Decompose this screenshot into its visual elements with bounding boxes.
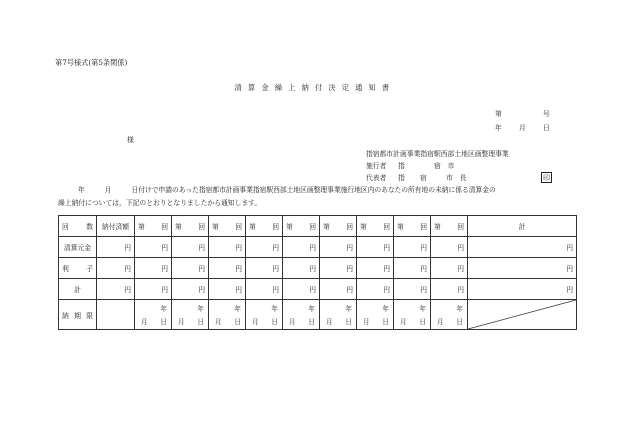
amount-cell[interactable]: 円 bbox=[283, 237, 320, 258]
split-label bbox=[59, 310, 96, 320]
due-year: 年 bbox=[382, 305, 389, 313]
due-month: 月 bbox=[363, 318, 370, 326]
body-text: 日付けで申請のあった指宿都市計画事業指宿駅西部土地区画整理事業施行地区内のあなたの所有地の未納に係る清算金の bbox=[131, 186, 496, 194]
amount-cell[interactable]: 円 bbox=[357, 279, 394, 300]
body-month: 月 bbox=[104, 186, 112, 194]
amount-cell[interactable]: 円 bbox=[320, 258, 357, 279]
label-part: 回 bbox=[420, 223, 427, 231]
document-title: 清算金繰上納付決定通知書 bbox=[234, 83, 396, 92]
body-year: 年 bbox=[78, 186, 85, 194]
date-month: 月 bbox=[519, 124, 526, 132]
seal-box: 印 bbox=[543, 174, 550, 182]
amount-cell[interactable]: 円 bbox=[172, 237, 209, 258]
label-part: 納 bbox=[62, 311, 69, 320]
header-total-cell: 計 bbox=[468, 216, 577, 237]
notice-body-line-1 bbox=[58, 186, 578, 195]
due-year: 年 bbox=[197, 305, 204, 313]
split-label bbox=[431, 221, 467, 231]
amount-cell[interactable]: 円 bbox=[135, 237, 172, 258]
label-part: 第 bbox=[360, 223, 367, 231]
amount-cell[interactable]: 円 bbox=[246, 237, 283, 258]
amount-cell[interactable]: 円 bbox=[468, 258, 577, 279]
label-part: 回 bbox=[383, 223, 390, 231]
due-day: 日 bbox=[271, 318, 278, 326]
due-year: 年 bbox=[419, 305, 426, 313]
amount-cell[interactable]: 円 bbox=[135, 258, 172, 279]
representative-name-part: 指 bbox=[398, 174, 405, 182]
label-part: 数 bbox=[86, 223, 93, 231]
amount-cell[interactable]: 円 bbox=[246, 258, 283, 279]
due-year: 年 bbox=[271, 305, 278, 313]
split-label bbox=[283, 221, 319, 231]
due-year: 年 bbox=[308, 305, 315, 313]
header-installment-cell bbox=[246, 216, 283, 237]
amount-cell[interactable]: 円 bbox=[431, 237, 468, 258]
due-year: 年 bbox=[160, 305, 167, 313]
label-part: 第 bbox=[434, 223, 441, 231]
due-total-cell bbox=[468, 300, 577, 330]
label-part: 第 bbox=[397, 223, 404, 231]
operator-name-part: 指 bbox=[398, 162, 405, 170]
date-day: 日 bbox=[543, 124, 550, 132]
label-part: 第 bbox=[138, 223, 145, 231]
project-name: 指宿都市計画事業指宿駅西部土地区画整理事業 bbox=[366, 150, 509, 158]
due-year: 年 bbox=[456, 305, 463, 313]
label-part: 回 bbox=[309, 223, 316, 231]
label-part: 回 bbox=[161, 223, 168, 231]
header-installment-cell bbox=[320, 216, 357, 237]
header-installment-cell bbox=[357, 216, 394, 237]
due-date-cell[interactable] bbox=[209, 300, 246, 330]
table-row bbox=[59, 279, 577, 300]
representative-name-part: 宿 bbox=[420, 174, 427, 182]
label-part: 第 bbox=[175, 223, 182, 231]
header-installment-cell bbox=[431, 216, 468, 237]
due-month: 月 bbox=[400, 318, 407, 326]
label-part: 第 bbox=[323, 223, 330, 231]
installment-table bbox=[58, 215, 577, 330]
amount-cell[interactable]: 円 bbox=[135, 279, 172, 300]
split-label bbox=[394, 221, 430, 231]
amount-cell[interactable]: 円 bbox=[283, 279, 320, 300]
split-label bbox=[246, 221, 282, 231]
due-date-cell[interactable] bbox=[394, 300, 431, 330]
label-part: 回 bbox=[457, 223, 464, 231]
due-label-cell bbox=[59, 300, 97, 330]
due-month: 月 bbox=[289, 318, 296, 326]
amount-cell[interactable]: 円 bbox=[209, 258, 246, 279]
header-installment-cell bbox=[135, 216, 172, 237]
due-date-row bbox=[59, 300, 577, 330]
label-part: 回 bbox=[272, 223, 279, 231]
due-date-cell[interactable] bbox=[357, 300, 394, 330]
table-header-row bbox=[59, 216, 577, 237]
header-installment-cell bbox=[209, 216, 246, 237]
due-day: 日 bbox=[234, 318, 241, 326]
due-date-cell[interactable] bbox=[172, 300, 209, 330]
amount-cell[interactable]: 円 bbox=[468, 237, 577, 258]
header-paid-cell: 納付済額 bbox=[97, 216, 135, 237]
header-count-cell bbox=[59, 216, 97, 237]
label-part: 回 bbox=[198, 223, 205, 231]
representative-label: 代表者 bbox=[366, 174, 387, 182]
diagonal-strike bbox=[468, 300, 576, 329]
row-label-cell bbox=[59, 258, 97, 279]
split-label bbox=[357, 221, 393, 231]
due-day: 日 bbox=[308, 318, 315, 326]
table-row bbox=[59, 258, 577, 279]
form-number: 第7号様式(第5条関係) bbox=[55, 58, 128, 67]
split-label bbox=[59, 263, 96, 273]
amount-cell[interactable]: 円 bbox=[394, 237, 431, 258]
due-date-cell[interactable] bbox=[320, 300, 357, 330]
split-label bbox=[320, 221, 356, 231]
split-label bbox=[209, 221, 245, 231]
label-part: 回 bbox=[346, 223, 353, 231]
due-month: 月 bbox=[437, 318, 444, 326]
due-month: 月 bbox=[215, 318, 222, 326]
amount-cell[interactable]: 円 bbox=[172, 279, 209, 300]
label-part: 第 bbox=[249, 223, 256, 231]
amount-cell[interactable]: 円 bbox=[283, 258, 320, 279]
date-year: 年 bbox=[495, 124, 502, 132]
split-label bbox=[59, 221, 96, 231]
label-part: 利 bbox=[62, 265, 69, 273]
amount-cell[interactable]: 円 bbox=[97, 279, 135, 300]
header-installment-cell bbox=[172, 216, 209, 237]
due-date-cell[interactable] bbox=[283, 300, 320, 330]
label-part: 期 bbox=[74, 311, 81, 320]
due-day: 日 bbox=[419, 318, 426, 326]
due-date-cell[interactable] bbox=[431, 300, 468, 330]
split-label bbox=[172, 221, 208, 231]
amount-cell[interactable]: 円 bbox=[357, 237, 394, 258]
due-paid-cell bbox=[97, 300, 135, 330]
due-day: 日 bbox=[345, 318, 352, 326]
amount-cell[interactable]: 円 bbox=[246, 279, 283, 300]
label-part: 限 bbox=[86, 311, 93, 320]
representative-name-part: 市 長 bbox=[446, 174, 467, 182]
due-year: 年 bbox=[234, 305, 241, 313]
header-installment-cell bbox=[283, 216, 320, 237]
amount-cell[interactable]: 円 bbox=[209, 279, 246, 300]
amount-cell[interactable]: 円 bbox=[394, 258, 431, 279]
document-number-label: 第 bbox=[495, 110, 502, 118]
amount-cell[interactable]: 円 bbox=[320, 279, 357, 300]
due-day: 日 bbox=[456, 318, 463, 326]
amount-cell[interactable]: 円 bbox=[357, 258, 394, 279]
header-installment-cell bbox=[394, 216, 431, 237]
row-label-cell: 計 bbox=[59, 279, 97, 300]
amount-cell[interactable]: 円 bbox=[431, 279, 468, 300]
row-label-cell: 清算元金 bbox=[59, 237, 97, 258]
due-year: 年 bbox=[345, 305, 352, 313]
due-day: 日 bbox=[160, 318, 167, 326]
due-month: 月 bbox=[326, 318, 333, 326]
amount-cell[interactable]: 円 bbox=[97, 258, 135, 279]
operator-name-part: 宿 市 bbox=[434, 162, 455, 170]
amount-cell[interactable]: 円 bbox=[394, 279, 431, 300]
due-date-cell[interactable] bbox=[135, 300, 172, 330]
amount-cell[interactable]: 円 bbox=[468, 279, 577, 300]
due-month: 月 bbox=[252, 318, 259, 326]
label-part: 第 bbox=[212, 223, 219, 231]
table-row bbox=[59, 237, 577, 258]
due-month: 月 bbox=[178, 318, 185, 326]
due-date-cell[interactable] bbox=[246, 300, 283, 330]
addressee-honorific: 様 bbox=[127, 136, 134, 144]
document-number-suffix: 号 bbox=[543, 110, 550, 118]
label-part: 回 bbox=[62, 223, 69, 231]
notice-body-line-2: 繰上納付については，下記のとおりとなりましたから通知します。 bbox=[58, 199, 262, 207]
operator-label: 施行者 bbox=[366, 162, 387, 170]
amount-cell[interactable]: 円 bbox=[431, 258, 468, 279]
split-label bbox=[135, 221, 171, 231]
amount-cell[interactable]: 円 bbox=[172, 258, 209, 279]
label-part: 回 bbox=[235, 223, 242, 231]
due-day: 日 bbox=[197, 318, 204, 326]
amount-cell[interactable]: 円 bbox=[97, 237, 135, 258]
due-day: 日 bbox=[382, 318, 389, 326]
label-part: 子 bbox=[86, 265, 93, 273]
amount-cell[interactable]: 円 bbox=[320, 237, 357, 258]
amount-cell[interactable]: 円 bbox=[209, 237, 246, 258]
label-part: 第 bbox=[286, 223, 293, 231]
due-month: 月 bbox=[141, 318, 148, 326]
